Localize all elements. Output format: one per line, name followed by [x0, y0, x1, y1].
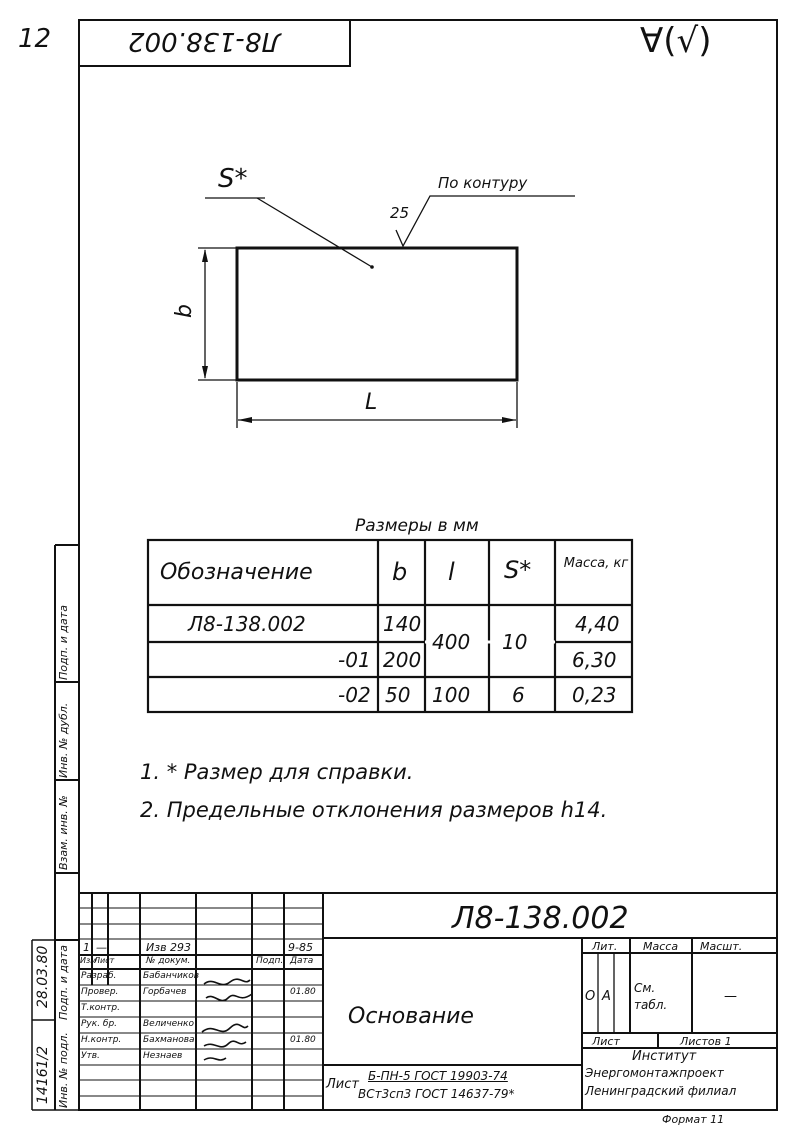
row12-l: 400 [432, 630, 471, 654]
row1-designation: Л8-138.002 [188, 612, 306, 636]
note-1: 1. * Размер для справки. [140, 760, 414, 784]
name-2: Горбачев [143, 987, 187, 997]
tb-mass-value: См. табл. [634, 981, 668, 1012]
tb-lit-header: Лит. [592, 940, 618, 953]
role-2: Провер. [81, 987, 119, 997]
rev-dash: — [96, 941, 107, 954]
roughness-mark: ∀(√) [640, 21, 712, 61]
row2-mass: 6,30 [572, 648, 617, 672]
name-1: Бабанчиков [143, 971, 200, 981]
rev-num: 1 [83, 941, 90, 954]
tb-lit-1: О [585, 989, 596, 1004]
th-s: S* [504, 556, 532, 584]
col-date: Дата [290, 956, 314, 966]
table-caption: Размеры в мм [355, 516, 479, 536]
row3-s: 6 [512, 683, 525, 707]
col-sign: Подп. [256, 956, 284, 966]
tb-scale-value: — [724, 989, 737, 1004]
date-5: 01.80 [290, 1035, 316, 1045]
side-label-dup-inv: Инв. № дубл. [57, 702, 70, 778]
dim-l-label: L [365, 390, 378, 415]
tb-material-prefix: Лист [326, 1077, 359, 1092]
tb-part-name: Основание [348, 1004, 474, 1029]
tb-org-3: Ленинградский филиал [585, 1084, 737, 1098]
side-inv-value: 14161/2 [35, 1045, 51, 1104]
tb-sheets-label: Листов 1 [680, 1035, 732, 1048]
tb-scale-header: Масшт. [700, 940, 743, 953]
th-l: l [448, 558, 455, 586]
row3-b: 50 [385, 683, 411, 707]
name-5: Бахманова [143, 1035, 195, 1045]
part-outline [198, 196, 575, 428]
rev-date: 9-85 [288, 941, 313, 954]
role-3: Т.контр. [81, 1003, 121, 1013]
signature-marks [196, 960, 286, 1070]
tb-material-line1: Б-ПН-5 ГОСТ 19903-74 [368, 1069, 508, 1083]
tb-format: Формат 11 [662, 1113, 725, 1126]
row1-b: 140 [383, 612, 422, 636]
tb-sheet-label: Лист [592, 1035, 620, 1048]
row3-mass: 0,23 [572, 683, 617, 707]
row1-mass: 4,40 [575, 612, 620, 636]
side-label-inv: Инв. № подл. [57, 1032, 70, 1108]
tb-material-line2: ВСт3сп3 ГОСТ 14637-79* [358, 1087, 515, 1101]
role-4: Рук. бр. [81, 1019, 118, 1029]
row2-b: 200 [383, 648, 422, 672]
sheet-number: 12 [18, 24, 52, 54]
note-2: 2. Предельные отклонения размеров h14. [140, 798, 608, 822]
th-designation: Обозначение [160, 560, 313, 585]
col-izm: Изм [80, 956, 97, 965]
tb-org-1: Институт [632, 1049, 697, 1064]
roughness-value: 25 [390, 204, 410, 222]
side-label-replace-inv: Взам. инв. № [57, 795, 70, 870]
side-date-value: 28.03.80 [35, 945, 51, 1008]
role-6: Утв. [81, 1051, 100, 1061]
row12-s: 10 [502, 630, 528, 654]
side-label-sign-date: Подп. и дата [57, 945, 70, 1020]
col-doc: № докум. [146, 956, 191, 966]
role-1: Разраб. [81, 971, 117, 981]
contour-note: По контуру [438, 174, 528, 192]
dim-b-label: b [171, 304, 197, 318]
rev-doc: Изв 293 [146, 941, 192, 954]
col-list: Лист [94, 956, 115, 965]
date-2: 01.80 [290, 987, 316, 997]
name-6: Незнаев [143, 1051, 183, 1061]
tb-lit-2: А [602, 989, 611, 1004]
tb-doc-code: Л8-138.002 [452, 901, 629, 936]
tb-org-2: Энергомонтажпроект [585, 1066, 724, 1080]
th-b: b [392, 558, 408, 586]
th-mass: Масса, кг [563, 556, 629, 571]
role-5: Н.контр. [81, 1035, 122, 1045]
top-code: Л8-138.002 [128, 26, 281, 56]
row3-l: 100 [432, 683, 471, 707]
side-label-sign-date-2: Подп. и дата [57, 605, 70, 680]
row2-designation: -01 [338, 648, 371, 672]
name-4: Величенко [143, 1019, 194, 1029]
tb-mass-header: Масса [643, 940, 679, 953]
row3-designation: -02 [338, 683, 371, 707]
s-star-label: S* [218, 164, 248, 194]
